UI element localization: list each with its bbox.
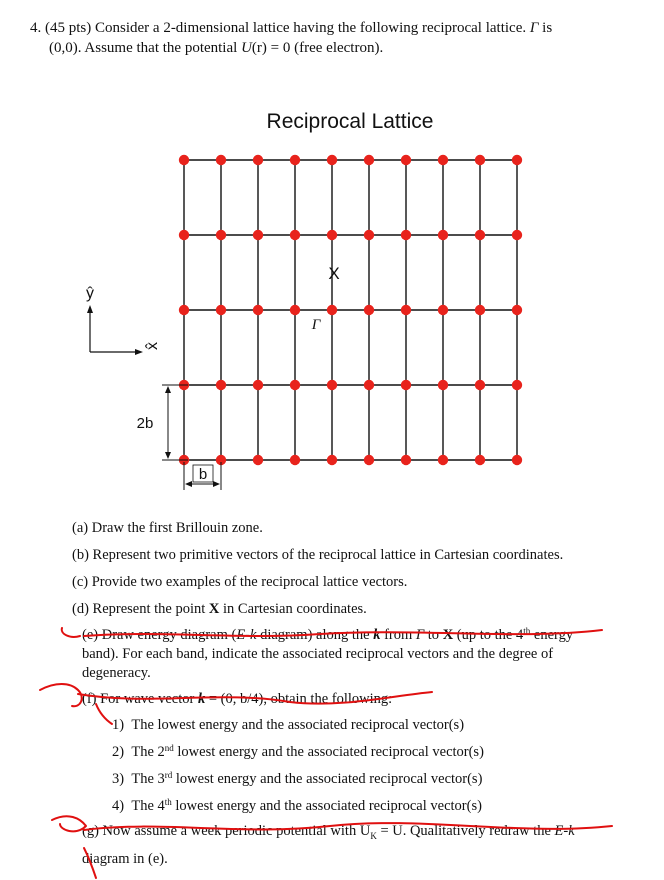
part-c: (c) Provide two examples of the reciprocal lattice vectors.: [72, 574, 408, 590]
part-f-item-number: 4): [112, 798, 125, 814]
part-e-line-2: band). For each band, indicate the associated reciprocal vectors and the degree of: [82, 646, 554, 662]
part-e-pre: (e) Draw energy diagram (: [82, 627, 237, 643]
part-f-item-number: 1): [112, 717, 125, 733]
part-f-item: [112, 771, 482, 788]
problem-line-2-text: (0,0). Assume that the potential: [49, 40, 238, 56]
part-e-x: X: [442, 627, 454, 643]
part-e-to: to: [424, 627, 443, 643]
potential-symbol: U: [241, 40, 252, 56]
part-g-sub: K: [370, 830, 377, 841]
part-f-item: [112, 717, 464, 734]
part-f-item-post: lowest energy and the associated reciprocal vector(s): [173, 744, 484, 760]
part-b: (b) Represent two primitive vectors of the reciprocal lattice in Cartesian coordinates.: [72, 547, 564, 563]
part-e-gamma: Γ: [415, 627, 425, 643]
part-f-item-text: The 4: [131, 798, 165, 814]
position-vector: (r): [251, 40, 267, 56]
figure-title: Reciprocal Lattice: [266, 110, 434, 133]
part-a: (a) Draw the first Brillouin zone.: [72, 520, 263, 536]
part-e-tail: (up to the 4: [453, 627, 524, 643]
x-axis-label: x̂: [144, 342, 161, 350]
part-f-item-sup: th: [164, 797, 172, 807]
dim-b-label: b: [198, 466, 208, 483]
part-g-line-2: diagram in (e).: [82, 851, 168, 867]
part-f-item: [112, 744, 484, 761]
dim-2b-label: 2b: [136, 415, 154, 432]
part-f: [82, 691, 392, 708]
part-g-post: = U. Qualitatively redraw the: [376, 823, 555, 839]
part-f-item-text: The 3: [131, 771, 165, 787]
gamma-symbol: Γ: [529, 20, 539, 36]
part-f-item-sup: nd: [164, 743, 174, 753]
part-f-item: [112, 798, 482, 815]
part-g-pre: (g) Now assume a week periodic potential with U: [82, 823, 371, 839]
part-f-k: k: [197, 691, 206, 707]
part-g-line-1: [82, 823, 575, 841]
part-d: [72, 601, 367, 618]
part-e-k: k: [373, 627, 381, 643]
y-axis-label: ŷ: [86, 285, 94, 302]
part-d-x: X: [208, 601, 220, 617]
part-e-ek: E-k: [236, 627, 257, 643]
part-f-item-post: lowest energy and the associated reciprocal vector(s): [171, 798, 482, 814]
part-e-th: th: [523, 626, 531, 636]
part-f-item-number: 2): [112, 744, 125, 760]
part-e-from: from: [380, 627, 416, 643]
problem-line-1-tail: is: [542, 20, 553, 36]
part-e-line-1: [82, 627, 573, 644]
part-d-pre: (d) Represent the point: [72, 601, 206, 617]
part-f-post: = (0, b/4), obtain the following:: [205, 691, 393, 707]
part-g-ek: E-k: [554, 823, 575, 839]
part-f-item-post: lowest energy and the associated reciprocal vector(s): [172, 771, 483, 787]
problem-line-2-tail: = 0 (free electron).: [270, 40, 384, 56]
part-e-end: energy: [530, 627, 574, 643]
part-f-item-text: The lowest energy and the associated reciprocal vector(s): [131, 717, 465, 733]
part-f-item-text: The 2: [131, 744, 165, 760]
gamma-point-label: Γ: [311, 317, 321, 333]
part-d-post: in Cartesian coordinates.: [223, 601, 367, 617]
part-f-item-sup: rd: [164, 770, 173, 780]
x-point-label: X: [328, 264, 340, 283]
part-e-mid: diagram) along the: [256, 627, 374, 643]
part-e-line-3: degeneracy.: [82, 665, 151, 681]
part-f-item-number: 3): [112, 771, 125, 787]
problem-line-1-text: 4. (45 pts) Consider a 2-dimensional lattice having the following reciprocal lattice.: [30, 20, 527, 36]
part-f-pre: (f) For wave vector: [82, 691, 198, 707]
